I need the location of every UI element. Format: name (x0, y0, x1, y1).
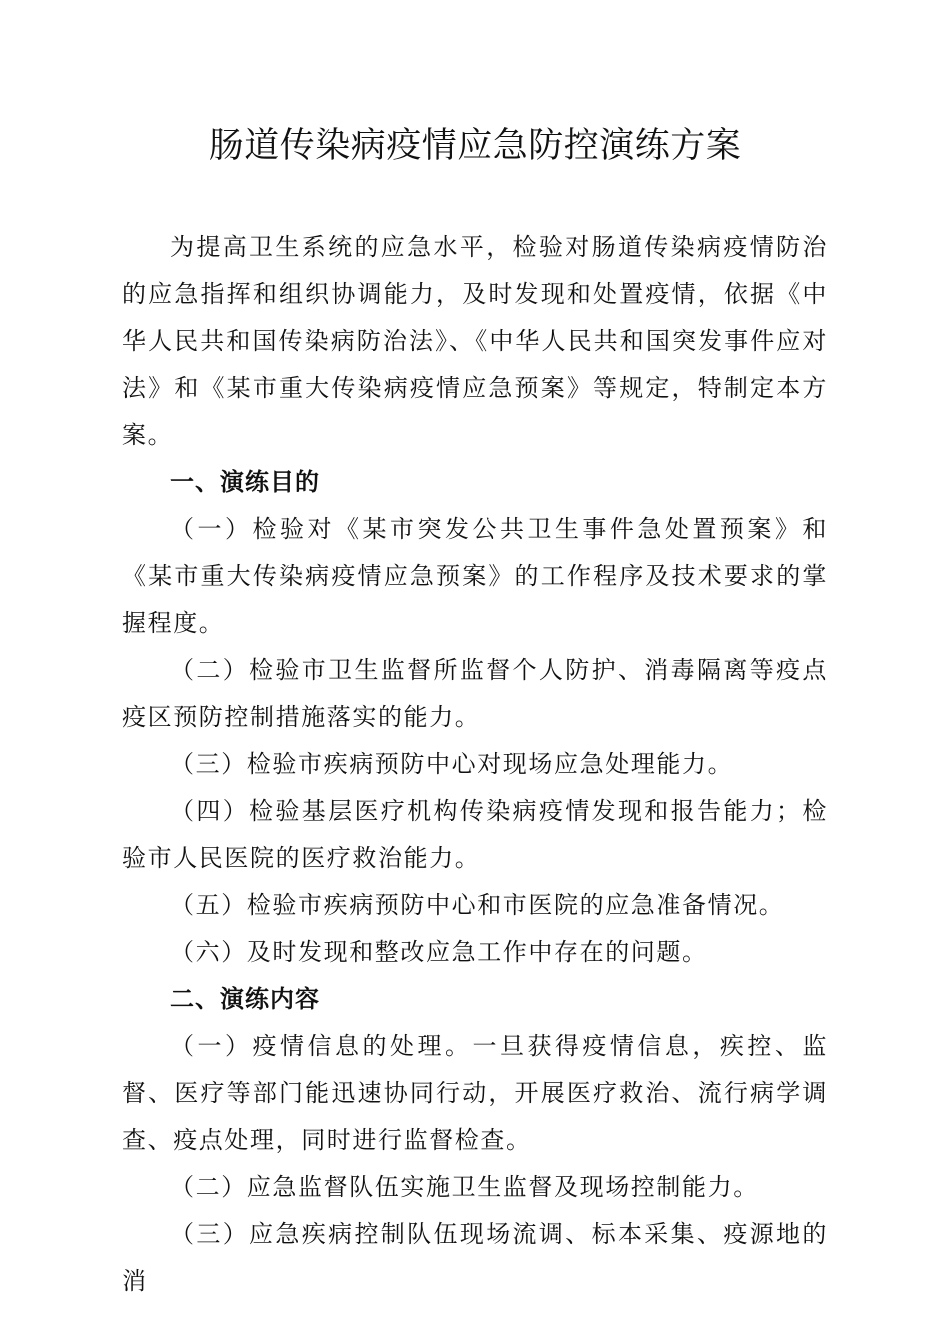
section-heading-content: 二、演练内容 (170, 985, 320, 1013)
content-item: （三）应急疾病控制队伍现场流调、标本采集、疫源地的消 (122, 1220, 828, 1295)
content-item: （二）应急监督队伍实施卫生监督及现场控制能力。 (170, 1173, 759, 1201)
document-title: 肠道传染病疫情应急防控演练方案 (208, 126, 742, 166)
purpose-item: （六）及时发现和整改应急工作中存在的问题。 (170, 938, 708, 966)
intro-paragraph: 为提高卫生系统的应急水平，检验对肠道传染病疫情防治的应急指挥和组织协调能力，及时发现和处置疫情，依据《中华人民共和国传染病防治法》、《中华人民共和国突发事件应对法》和《某市重大传染病疫情应急预案》等规定，特制定本方案。 (122, 233, 828, 449)
section-heading-purpose: 一、演练目的 (170, 468, 320, 496)
purpose-item: （四）检验基层医疗机构传染病疫情发现和报告能力；检验市人民医院的医疗救治能力。 (122, 797, 828, 872)
purpose-item: （二）检验市卫生监督所监督个人防护、消毒隔离等疫点疫区预防控制措施落实的能力。 (122, 656, 828, 731)
purpose-item: （三）检验市疾病预防中心对现场应急处理能力。 (170, 750, 734, 778)
purpose-item: （五）检验市疾病预防中心和市医院的应急准备情况。 (170, 891, 785, 919)
purpose-item: （一）检验对《某市突发公共卫生事件急处置预案》和《某市重大传染病疫情应急预案》的工作程序及技术要求的掌握程度。 (122, 515, 828, 637)
content-item: （一）疫情信息的处理。一旦获得疫情信息，疾控、监督、医疗等部门能迅速协同行动，开展医疗救治、流行病学调查、疫点处理，同时进行监督检查。 (122, 1032, 828, 1154)
document-body (122, 224, 828, 1305)
